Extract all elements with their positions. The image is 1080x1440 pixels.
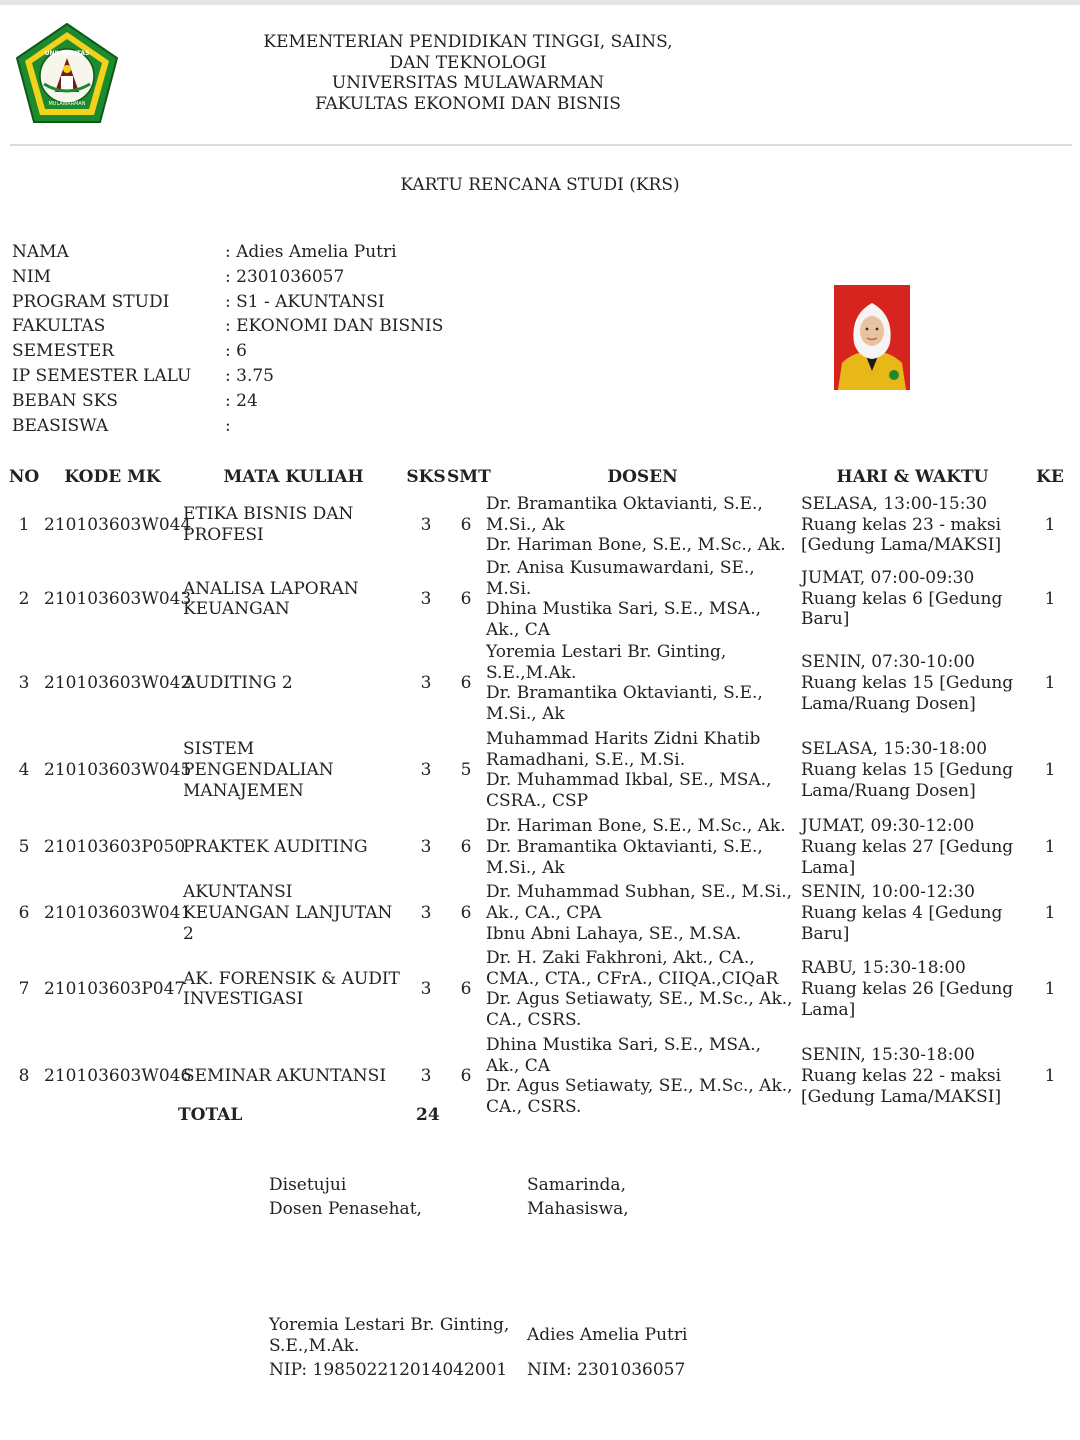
- cell-no: 6: [18, 903, 30, 924]
- cell-kode-mk: 210103603W045: [44, 760, 192, 781]
- schedule-room: Ruang kelas 15 [Gedung Lama/Ruang Dosen]: [801, 760, 1014, 801]
- lecturer-name: Ibnu Abni Lahaya, SE., M.SA.: [486, 923, 742, 944]
- advisor-name: Yoremia Lestari Br. Ginting, S.E.,M.Ak.: [269, 1315, 510, 1356]
- cell-kode-mk: 210103603W044: [44, 514, 192, 535]
- cell-dosen: [485, 1032, 800, 1120]
- cell-sks: 3: [420, 673, 432, 694]
- cell-sks: 3: [420, 588, 432, 609]
- cell-ke: 1: [1044, 673, 1056, 694]
- cell-kode-mk: 210103603P050: [44, 837, 186, 858]
- cell-ke: 1: [1044, 514, 1056, 535]
- advisor-nip: NIP: 198502212014042001: [269, 1360, 508, 1380]
- table-row: [5, 946, 1075, 1032]
- lecturer-name: Dhina Mustika Sari, S.E., MSA., Ak., CA: [486, 1035, 762, 1076]
- document-title: KARTU RENCANA STUDI (KRS): [400, 175, 680, 195]
- schedule-time: JUMAT, 09:30-12:00: [801, 816, 975, 837]
- cell-kode-mk: 210103603W046: [44, 1066, 192, 1087]
- table-row: [5, 492, 1075, 558]
- cell-smt: 6: [460, 673, 472, 694]
- total-label: TOTAL: [178, 1105, 243, 1125]
- info-label: BEBAN SKS: [12, 390, 118, 411]
- info-value: : 3.75: [225, 365, 274, 386]
- cell-smt: 5: [460, 760, 472, 781]
- info-row: [12, 364, 443, 389]
- info-row: [12, 314, 443, 339]
- top-border: [0, 0, 1080, 5]
- info-label: IP SEMESTER LALU: [12, 365, 192, 386]
- city-label: Samarinda,: [527, 1175, 626, 1195]
- lecturer-name: Dhina Mustika Sari, S.E., MSA., Ak., CA: [486, 599, 762, 640]
- schedule-room: Ruang kelas 22 - maksi [Gedung Lama/MAKSI]: [801, 1066, 1002, 1107]
- cell-no: 5: [18, 837, 30, 858]
- cell-ke: 1: [1044, 760, 1056, 781]
- university-logo: [14, 22, 120, 126]
- cell-kode-mk: 210103603W042: [44, 673, 192, 694]
- header-dosen: DOSEN: [607, 467, 678, 487]
- lecturer-name: Dr. Muhammad Ikbal, SE., MSA., CSRA., CSP: [486, 770, 772, 811]
- lecturer-name: Dr. Bramantika Oktavianti, S.E., M.Si., Ak: [486, 683, 763, 724]
- student-nim: NIM: 2301036057: [527, 1360, 686, 1380]
- cell-hari-waktu: [800, 558, 1025, 640]
- info-value: : EKONOMI DAN BISNIS: [225, 316, 444, 337]
- info-row: [12, 339, 443, 364]
- info-label: BEASISWA: [12, 415, 109, 436]
- info-row: [12, 265, 443, 290]
- cell-smt: 6: [460, 1066, 472, 1087]
- schedule-room: Ruang kelas 15 [Gedung Lama/Ruang Dosen]: [801, 673, 1014, 714]
- cell-hari-waktu: [800, 814, 1025, 880]
- cell-mata-kuliah: AK. FORENSIK & AUDIT INVESTIGASI: [183, 968, 400, 1010]
- info-label: SEMESTER: [12, 341, 115, 362]
- info-row: [12, 240, 443, 265]
- cell-mata-kuliah: AUDITING 2: [183, 673, 293, 694]
- header-divider: [10, 144, 1072, 146]
- cell-no: 3: [18, 673, 30, 694]
- cell-smt: 6: [460, 514, 472, 535]
- cell-dosen: [485, 492, 800, 558]
- schedule-time: SELASA, 13:00-15:30: [801, 494, 988, 515]
- cell-sks: 3: [420, 760, 432, 781]
- cell-ke: 1: [1044, 588, 1056, 609]
- table-header-row: [5, 462, 1075, 492]
- info-value: :: [225, 415, 231, 436]
- lecturer-name: Dr. Bramantika Oktavianti, S.E., M.Si., Ak: [486, 837, 763, 878]
- cell-dosen: [485, 640, 800, 726]
- student-photo: [834, 285, 910, 390]
- cell-kode-mk: 210103603P047: [44, 979, 186, 1000]
- cell-sks: 3: [420, 903, 432, 924]
- cell-sks: 3: [420, 514, 432, 535]
- cell-no: 8: [18, 1066, 30, 1087]
- course-table: [5, 462, 1075, 1120]
- info-row: [12, 389, 443, 414]
- student-info: [12, 240, 443, 438]
- cell-dosen: [485, 558, 800, 640]
- cell-hari-waktu: [800, 1032, 1025, 1120]
- cell-hari-waktu: [800, 880, 1025, 946]
- advisor-approved-label: Disetujui: [269, 1175, 347, 1195]
- cell-hari-waktu: [800, 726, 1025, 814]
- info-row: [12, 414, 443, 439]
- info-value: : S1 - AKUNTANSI: [225, 291, 385, 312]
- table-row: [5, 880, 1075, 946]
- info-label: NAMA: [12, 242, 69, 262]
- lecturer-name: Muhammad Harits Zidni Khatib Ramadhani, S.E., M.Si.: [486, 729, 761, 770]
- schedule-time: SENIN, 10:00-12:30: [801, 882, 975, 903]
- cell-no: 2: [18, 588, 30, 609]
- lecturer-name: Dr. Agus Setiawaty, SE., M.Sc., Ak., CA., CSRS.: [486, 1076, 793, 1117]
- schedule-room: Ruang kelas 23 - maksi [Gedung Lama/MAKSI]: [801, 514, 1002, 556]
- table-row: [5, 726, 1075, 814]
- student-approval: [527, 1173, 629, 1221]
- schedule-time: SENIN, 07:30-10:00: [801, 652, 975, 673]
- header-line: KEMENTERIAN PENDIDIKAN TINGGI, SAINS,: [263, 32, 673, 52]
- info-value: : Adies Amelia Putri: [225, 242, 397, 262]
- header-sks: SKS: [406, 467, 446, 487]
- info-value: : 24: [225, 390, 258, 411]
- cell-ke: 1: [1044, 903, 1056, 924]
- table-row: [5, 640, 1075, 726]
- cell-mata-kuliah: PRAKTEK AUDITING: [183, 837, 368, 858]
- logo-text-top: UNIVERSITAS: [44, 50, 90, 57]
- header-hari-waktu: HARI & WAKTU: [836, 467, 989, 487]
- cell-dosen: [485, 726, 800, 814]
- total-sks: 24: [416, 1105, 440, 1125]
- table-row: [5, 1032, 1075, 1120]
- table-row: [5, 814, 1075, 880]
- info-value: : 6: [225, 341, 247, 362]
- header-mata-kuliah: MATA KULIAH: [223, 467, 364, 487]
- logo-text-bottom: MULAWARMAN: [48, 101, 86, 107]
- cell-kode-mk: 210103603W043: [44, 588, 192, 609]
- info-label: FAKULTAS: [12, 316, 106, 337]
- schedule-time: RABU, 15:30-18:00: [801, 958, 966, 979]
- cell-kode-mk: 210103603W041: [44, 903, 192, 924]
- schedule-time: JUMAT, 07:00-09:30: [801, 568, 975, 589]
- cell-ke: 1: [1044, 837, 1056, 858]
- cell-dosen: [485, 880, 800, 946]
- info-row: [12, 290, 443, 315]
- header-no: NO: [8, 467, 40, 487]
- lecturer-name: Dr. Agus Setiawaty, SE., M.Sc., Ak., CA., CSRS.: [486, 989, 793, 1030]
- lecturer-name: Dr. Bramantika Oktavianti, S.E., M.Si., Ak: [486, 494, 763, 535]
- schedule-room: Ruang kelas 6 [Gedung Baru]: [801, 588, 1003, 630]
- schedule-room: Ruang kelas 4 [Gedung Baru]: [801, 903, 1003, 944]
- cell-hari-waktu: [800, 946, 1025, 1032]
- lecturer-name: Dr. Anisa Kusumawardani, SE., M.Si.: [486, 558, 755, 599]
- cell-smt: 6: [460, 837, 472, 858]
- advisor-approval: [269, 1173, 422, 1221]
- header-smt: SMT: [447, 467, 491, 487]
- student-role-label: Mahasiswa,: [527, 1199, 629, 1219]
- lecturer-name: Dr. Hariman Bone, S.E., M.Sc., Ak.: [486, 535, 786, 556]
- cell-no: 1: [18, 514, 30, 535]
- cell-ke: 1: [1044, 1066, 1056, 1087]
- lecturer-name: Dr. Hariman Bone, S.E., M.Sc., Ak.: [486, 816, 786, 837]
- table-row: [5, 558, 1075, 640]
- header-ke: KE: [1036, 467, 1064, 487]
- cell-sks: 3: [420, 837, 432, 858]
- header-line: UNIVERSITAS MULAWARMAN: [331, 73, 605, 93]
- cell-sks: 3: [420, 979, 432, 1000]
- cell-sks: 3: [420, 1066, 432, 1087]
- lecturer-name: Yoremia Lestari Br. Ginting, S.E.,M.Ak.: [486, 642, 727, 683]
- cell-mata-kuliah: SEMINAR AKUNTANSI: [183, 1066, 387, 1087]
- cell-dosen: [485, 814, 800, 880]
- cell-mata-kuliah: ANALISA LAPORAN KEUANGAN: [183, 578, 359, 620]
- info-label: PROGRAM STUDI: [12, 291, 170, 312]
- cell-no: 7: [18, 979, 30, 1000]
- cell-hari-waktu: [800, 640, 1025, 726]
- schedule-room: Ruang kelas 26 [Gedung Lama]: [801, 979, 1014, 1020]
- institution-header: [230, 32, 706, 114]
- cell-smt: 6: [460, 979, 472, 1000]
- header-line: FAKULTAS EKONOMI DAN BISNIS: [315, 93, 621, 114]
- advisor-role-label: Dosen Penasehat,: [269, 1199, 422, 1219]
- cell-hari-waktu: [800, 492, 1025, 558]
- cell-mata-kuliah: SISTEM PENGENDALIAN MANAJEMEN: [183, 739, 334, 801]
- lecturer-name: Dr. Muhammad Subhan, SE., M.Si., Ak., CA., CPA: [486, 882, 793, 924]
- cell-smt: 6: [460, 588, 472, 609]
- cell-ke: 1: [1044, 979, 1056, 1000]
- cell-no: 4: [18, 760, 30, 781]
- cell-mata-kuliah: ETIKA BISNIS DAN PROFESI: [183, 504, 354, 545]
- header-kode-mk: KODE MK: [64, 467, 161, 487]
- header-line: DAN TEKNOLOGI: [389, 52, 547, 73]
- cell-mata-kuliah: AKUNTANSI KEUANGAN LANJUTAN 2: [183, 882, 393, 944]
- student-name: Adies Amelia Putri: [527, 1325, 688, 1345]
- schedule-time: SELASA, 15:30-18:00: [801, 739, 988, 760]
- cell-smt: 6: [460, 903, 472, 924]
- lecturer-name: Dr. H. Zaki Fakhroni, Akt., CA., CMA., CTA., CFrA., CIIQA.,CIQaR: [486, 948, 779, 989]
- info-label: NIM: [12, 266, 51, 287]
- info-value: : 2301036057: [225, 266, 345, 287]
- cell-dosen: [485, 946, 800, 1032]
- schedule-room: Ruang kelas 27 [Gedung Lama]: [801, 837, 1014, 878]
- schedule-time: SENIN, 15:30-18:00: [801, 1045, 975, 1066]
